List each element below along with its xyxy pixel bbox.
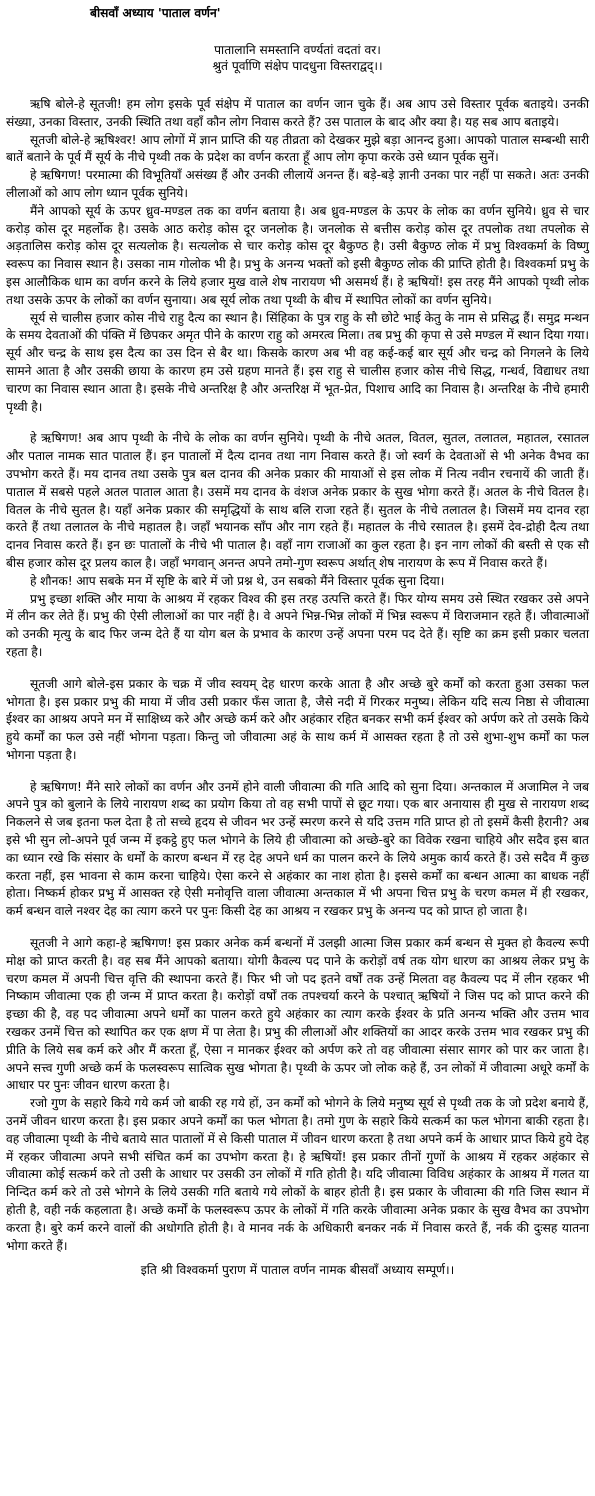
paragraph: मैंने आपको सूर्य के ऊपर ध्रुव-मण्डल तक का वर्णन बताया है। अब ध्रुव-मण्डल के ऊपर के लोक का वर्णन सुनिये। ध्रुव से चार करोड़ कोस दूर महर्लोक है। उसके आठ करोड़ कोस दूर जनलोक है। जनलोक से बत्तीस करोड़ कोस दूर तपलोक तथा तपलोक से अड़तालिस करोड़ कोस दूर सत्यलोक है। सत्यलोक से चार करोड़ कोस दूर बैकुण्ठ है। उसी बैकुण्ठ लोक में प्रभु विश्वकर्मा के विष्णु स्वरूप का निवास स्थान है। उसका नाम गोलोक भी है। प्रभु के अनन्य भक्तों को इसी बैकुण्ठ लोक की प्राप्ति होती है। विश्वकर्मा प्रभु के इस आलौकिक धाम का वर्णन करने के लिये हजार मुख वाले शेष नारायण भी असमर्थ हैं। हे ऋषियों! इस तरह मैंने आपको पृथ्वी लोक तथा उसके ऊपर के लोकों का वर्णन सुनाया। अब सूर्य लोक तथा पृथ्वी के बीच में स्थापित लोकों का वर्णन सुनिये। <box>6 203 589 307</box>
paragraph: प्रभु इच्छा शक्ति और माया के आश्रय में रहकर विश्व की इस तरह उत्पत्ति करते हैं। फिर योग्य समय उसे स्थित रखकर उसे अपने में लीन कर लेते हैं। प्रभु की ऐसी लीलाओं का पार नहीं है। वे अपने भिन्न-भिन्न लोकों में भिन्न स्वरूप में विराजमान रहते हैं। जीवात्माओं को उनकी मृत्यु के बाद फिर जन्म देते हैं या योग बल के प्रभाव के कारण उन्हें अपना परम पद देते हैं। सृष्टि का क्रम इसी प्रकार चलता रहता है। <box>6 591 589 659</box>
paragraph: सूतजी ने आगे कहा-हे ऋषिगण! इस प्रकार अनेक कर्म बन्धनों में उलझी आत्मा जिस प्रकार कर्म बन्धन से मुक्त हो कैवल्य रूपी मोक्ष को प्राप्त करती है। वह सब मैंने आपको बताया। योगी कैवल्य पद पाने के करोड़ों वर्ष तक योग धारण का आश्रय लेकर प्रभु के चरण कमल में अपनी चित्त वृत्ति की स्थापना करते हैं। फिर भी जो पद इतने वर्षों तक उन्हें मिलता वह कैवल्य पद में लीन रहकर भी निष्काम जीवात्मा एक ही जन्म में प्राप्त करता है। करोड़ों वर्षों तक तपश्चर्या करने के पश्चात् ऋषियों ने जिस पद को प्राप्त करने की इच्छा की है, वह पद जीवात्मा अपने धर्मों का पालन करते हुये अहंकार का त्याग करके ईश्वर के प्रति अनन्य भक्ति और उत्तम भाव रखकर उनमें चित्त को स्थापित कर एक क्षण में पा लेता है। प्रभु की लीलाओं और शक्तियों का आदर करके उत्तम भाव रखकर प्रभु की प्रीति के लिये सब कर्म करे और मैं करता हूँ, ऐसा न मानकर ईश्वर को अर्पण करे तो वह जीवात्मा संसार सागर को पार कर जाता है। अपने सत्त्व गुणी अच्छे कर्म के फलस्वरूप सात्विक सुख भोगता है। पृथ्वी के ऊपर जो लोक कहे हैं, उन लोकों में जीवात्मा अधूरे कर्मों के आधार पर पुनः जीवन धारण करता है। <box>6 936 589 1093</box>
paragraph: हे ऋषिगण! परमात्मा की विभूतियाँ असंख्य हैं और उनकी लीलायें अनन्त हैं। बड़े-बड़े ज्ञानी उनका पार नहीं पा सकते। अतः उनकी लीलाओं को आप लोग ध्यान पूर्वक सुनिये। <box>6 168 589 200</box>
paragraph: हे ऋषिगण! अब आप पृथ्वी के नीचे के लोक का वर्णन सुनिये। पृथ्वी के नीचे अतल, वितल, सुतल, तलातल, महातल, रसातल और पताल नामक सात पाताल हैं। इन पातालों में दैत्य दानव तथा नाग निवास करते हैं। जो स्वर्ग के देवताओं से भी अनेक वैभव का उपभोग करते हैं। मय दानव तथा उसके पुत्र बल दानव की अनेक प्रकार की मायाओं से इस लोक में नित्य नवीन रचनायें की जाती हैं। पाताल में सबसे पहले अतल पाताल आता है। उसमें मय दानव के वंशज अनेक प्रकार के सुख भोगा करते हैं। अतल के नीचे वितल है। वितल के नीचे सुतल है। यहाँ अनेक प्रकार की समृद्धियों के साथ बलि राजा रहते हैं। सुतल के नीचे तलातल है। जिसमें मय दानव रहा करते हैं तथा तलातल के नीचे महातल है। जहाँ भयानक साँप और नाग रहते हैं। महातल के नीचे रसातल है। इसमें देव-द्रोही दैत्य तथा दानव निवास करते हैं। इन छः पातालों के नीचे भी पाताल है। वहाँ नाग राजाओं का कुल रहता है। इन नाग लोकों की बस्ती से एक सौ बीस हजार कोस दूर प्रलय काल है। जहाँ भगवान् अनन्त अपने तमो-गुण स्वरूप अर्थात् शेष नारायण के रूप में निवास करते हैं। <box>6 431 589 570</box>
verse-line: पातालानि समस्तानि वर्ण्यतां वदतां वर। <box>214 43 381 57</box>
chapter-closing-line: इति श्री विश्वकर्मा पुराण में पाताल वर्णन नामक बीसवाँ अध्याय सम्पूर्ण।। <box>140 1263 455 1278</box>
chapter-title: बीसवाँ अध्याय 'पाताल वर्णन' <box>90 6 221 20</box>
paragraph: हे ऋषिगण! मैंने सारे लोकों का वर्णन और उनमें होने वाली जीवात्मा की गति आदि को सुना दिया। अन्तकाल में अजामिल ने जब अपने पुत्र को बुलाने के लिये नारायण शब्द का प्रयोग किया तो वह सभी पापों से छूट गया। एक बार अनायास ही मुख से नारायण शब्द निकलने से जब इतना फल देता है तो सच्चे हृदय से जीवन भर उन्हें स्मरण करने से यदि उत्तम गति प्राप्त हो तो इसमें कैसी हैरानी? अब इसे भी सुन लो-अपने पूर्व जन्म में इकट्ठे हुए फल भोगने के लिये ही जीवात्मा को अच्छे-बुरे का विवेक रखना चाहिये और सदैव इस बात का ध्यान रखे कि संसार के धर्मों के कारण बन्धन में रह देह अपने धर्म का पालन करने के लिये अमुक कार्य करते हैं। उसे सदैव मैं कुछ करता नहीं, इस भावना से काम करना चाहिये। ऐसा करने से अहंकार का नाश होता है। इससे कर्मों का बन्धन आत्मा का बाधक नहीं होता। निष्कर्म होकर प्रभु में आसक्त रहे ऐसी मनोवृत्ति वाला जीवात्मा अन्तकाल में भी अपना चित्त प्रभु के चरण कमल में ही रखकर, कर्म बन्धन वाले नश्वर देह का त्याग करने पर पुनः किसी देह का आश्रय न रखकर प्रभु के अनन्य पद को प्राप्त हो जाता है। <box>6 779 589 919</box>
paragraph: रजो गुण के सहारे किये गये कर्म जो बाकी रह गये हों, उन कर्मों को भोगने के लिये मनुष्य सूर्य से पृथ्वी तक के जो प्रदेश बनाये हैं, उनमें जीवन धारण करता है। इस प्रकार अपने कर्मों का फल भोगता है। तमो गुण के सहारे किये सत्कर्म का फल भोगना बाकी रहता है। वह जीवात्मा पृथ्वी के नीचे बताये सात पातालों में से किसी पाताल में जीवन धारण करता है तथा अपने कर्म के आधार प्राप्त किये हुये देह में रहकर जीवात्मा अपने सभी संचित कर्म का उपभोग करता है। हे ऋषियों! इस प्रकार तीनों गुणों के आश्रय में रहकर अहंकार से जीवात्मा कोई सत्कर्म करे तो उसी के आधार पर उसकी उन लोकों में गति होती है। यदि जीवात्मा विविध अहंकार के आश्रय में गलत या निन्दित कर्म करे तो उसे भोगने के लिये उसकी गति बताये गये लोकों के बाहर होती है। इस प्रकार के जीवात्मा की गति जिस स्थान में होती है, वही नर्क कहलाता है। अच्छे कर्मों के फलस्वरूप ऊपर के लोकों में गति करके जीवात्मा अनेक प्रकार के सुख वैभव का उपभोग करता है। बुरे कर्म करने वालों की अधोगति होती है। वे मानव नर्क के अधिकारी बनकर नर्क में निवास करते हैं, नर्क की दुःसह यातना भोगा करते हैं। <box>6 1096 589 1253</box>
paragraph: सूतजी बोले-हे ऋषिश्वर! आप लोगों में ज्ञान प्राप्ति की यह तीव्रता को देखकर मुझे बड़ा आनन्द हुआ। आपको पाताल सम्बन्धी सारी बातें बताने के पूर्व मैं सूर्य के नीचे पृथ्वी तक के प्रदेश का वर्णन करता हूँ आप लोग कृपा करके उसे ध्यान पूर्वक सुनें। <box>6 132 589 165</box>
paragraph: सूर्य से चालीस हजार कोस नीचे राहु दैत्य का स्थान है। सिंहिका के पुत्र राहु के सौ छोटे भाई केतु के नाम से प्रसिद्ध हैं। समुद्र मन्थन के समय देवताओं की पंक्ति में छिपकर अमृत पीने के कारण राहु को अमरत्व मिला। तब प्रभु की कृपा से उसे मण्डल में स्थान दिया गया। सूर्य और चन्द्र के साथ इस दैत्य का उस दिन से बैर था। किसके कारण अब भी वह कई-कई बार सूर्य और चन्द्र को निगलने के लिये सामने आता है और उसकी छाया के कारण हम उसे ग्रहण मानते हैं। इस राहु से चालीस हजार कोस नीचे सिद्ध, गन्धर्व, विद्याधर तथा चारण का निवास स्थान आता है। इसके नीचे अन्तरिक्ष है और अन्तरिक्ष में भूत-प्रेत, पिशाच आदि का निवास है। अन्तरिक्ष के नीचे हमारी पृथ्वी है। <box>6 310 589 414</box>
verse-line: श्रुतं पूर्वाणि संक्षेप पादधुना विस्तराद्वद्।। <box>212 59 383 73</box>
paragraph: हे शौनक! आप सबके मन में सृष्टि के बारे में जो प्रश्न थे, उन सबको मैंने विस्तार पूर्वक सुना दिया। <box>30 573 445 588</box>
paragraph: सूतजी आगे बोले-इस प्रकार के चक्र में जीव स्वयम् देह धारण करके आता है और अच्छे बुरे कर्मों को करता हुआ उसका फल भोगता है। इस प्रकार प्रभु की माया में जीव उसी प्रकार फँस जाता है, जैसे नदी में गिरकर मनुष्य। लेकिन यदि सत्य निष्ठा से जीवात्मा ईश्वर का आश्रय अपने मन में साक्षिध्य करे और अच्छे कर्म करे और अहंकार रहित बनकर सभी कर्म ईश्वर को अर्पण करे तो उसके किये हुये कर्मों का फल उसे नहीं भोगना पड़ता। किन्तु जो जीवात्मा अहं के साथ कर्म में आसक्त रहता है तो उसे शुभा-शुभ कर्मों का फल भोगना पड़ता है। <box>6 676 589 762</box>
sanskrit-verse <box>6 42 589 74</box>
paragraph: ऋषि बोले-हे सूतजी! हम लोग इसके पूर्व संक्षेप में पाताल का वर्णन जान चुके हैं। अब आप उसे विस्तार पूर्वक बताइये। उनकी संख्या, उनका विस्तार, उनकी स्थिति तथा वहाँ कौन लोग निवास करते हैं? उस पाताल के बाद और क्या है। यह सब आप बताइये। <box>6 97 589 129</box>
